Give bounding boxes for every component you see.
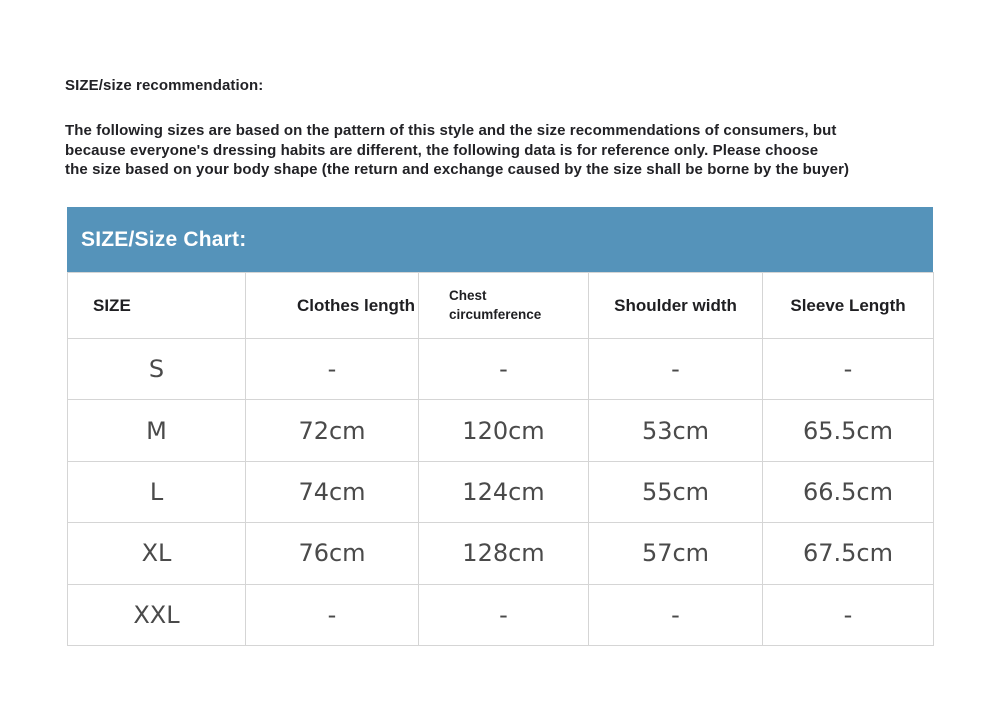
value-cell: 120cm [419,400,589,461]
value-cell: 67.5cm [763,523,934,584]
value-cell: - [763,584,934,645]
header-cell-shoulder-width: Shoulder width [589,273,763,339]
value-cell: - [589,339,763,400]
size-row-s [68,339,934,400]
value-cell: 76cm [246,523,419,584]
section-title-size-recommendation: SIZE/size recommendation: [65,77,264,94]
size-cell: L [68,461,246,522]
size-table-header-row [68,273,934,339]
header-cell-clothes-length: Clothes length [246,273,419,339]
value-cell: 65.5cm [763,400,934,461]
value-cell: - [419,339,589,400]
size-cell: M [68,400,246,461]
size-chart-table [67,272,934,646]
size-chart-section [67,207,933,646]
size-row-xxl [68,584,934,645]
value-cell: 74cm [246,461,419,522]
size-chart-banner-title: SIZE/Size Chart: [81,227,247,251]
value-cell: 72cm [246,400,419,461]
value-cell: - [589,584,763,645]
header-cell-chest-label: Chest circumference [449,287,542,322]
header-cell-chest-circumference [419,273,589,339]
size-cell: XXL [68,584,246,645]
size-row-l [68,461,934,522]
value-cell: 53cm [589,400,763,461]
size-chart-banner [67,207,933,272]
value-cell: 66.5cm [763,461,934,522]
disclaimer-line-3: the size based on your body shape (the return and exchange caused by the size shall be borne by the buyer) [65,161,850,178]
value-cell: - [763,339,934,400]
header-cell-sleeve-length: Sleeve Length [763,273,934,339]
value-cell: 124cm [419,461,589,522]
header-cell-size: SIZE [68,273,246,339]
size-row-xl [68,523,934,584]
size-disclaimer-paragraph [65,121,945,180]
value-cell: - [246,584,419,645]
size-cell: S [68,339,246,400]
value-cell: - [246,339,419,400]
disclaimer-line-2: because everyone's dressing habits are different, the following data is for reference only. Please choose [65,141,819,159]
value-cell: 128cm [419,523,589,584]
value-cell: 57cm [589,523,763,584]
size-cell: XL [68,523,246,584]
value-cell: - [419,584,589,645]
size-row-m [68,400,934,461]
disclaimer-line-1: The following sizes are based on the pattern of this style and the size recommendations of consumers, but [65,122,837,139]
value-cell: 55cm [589,461,763,522]
